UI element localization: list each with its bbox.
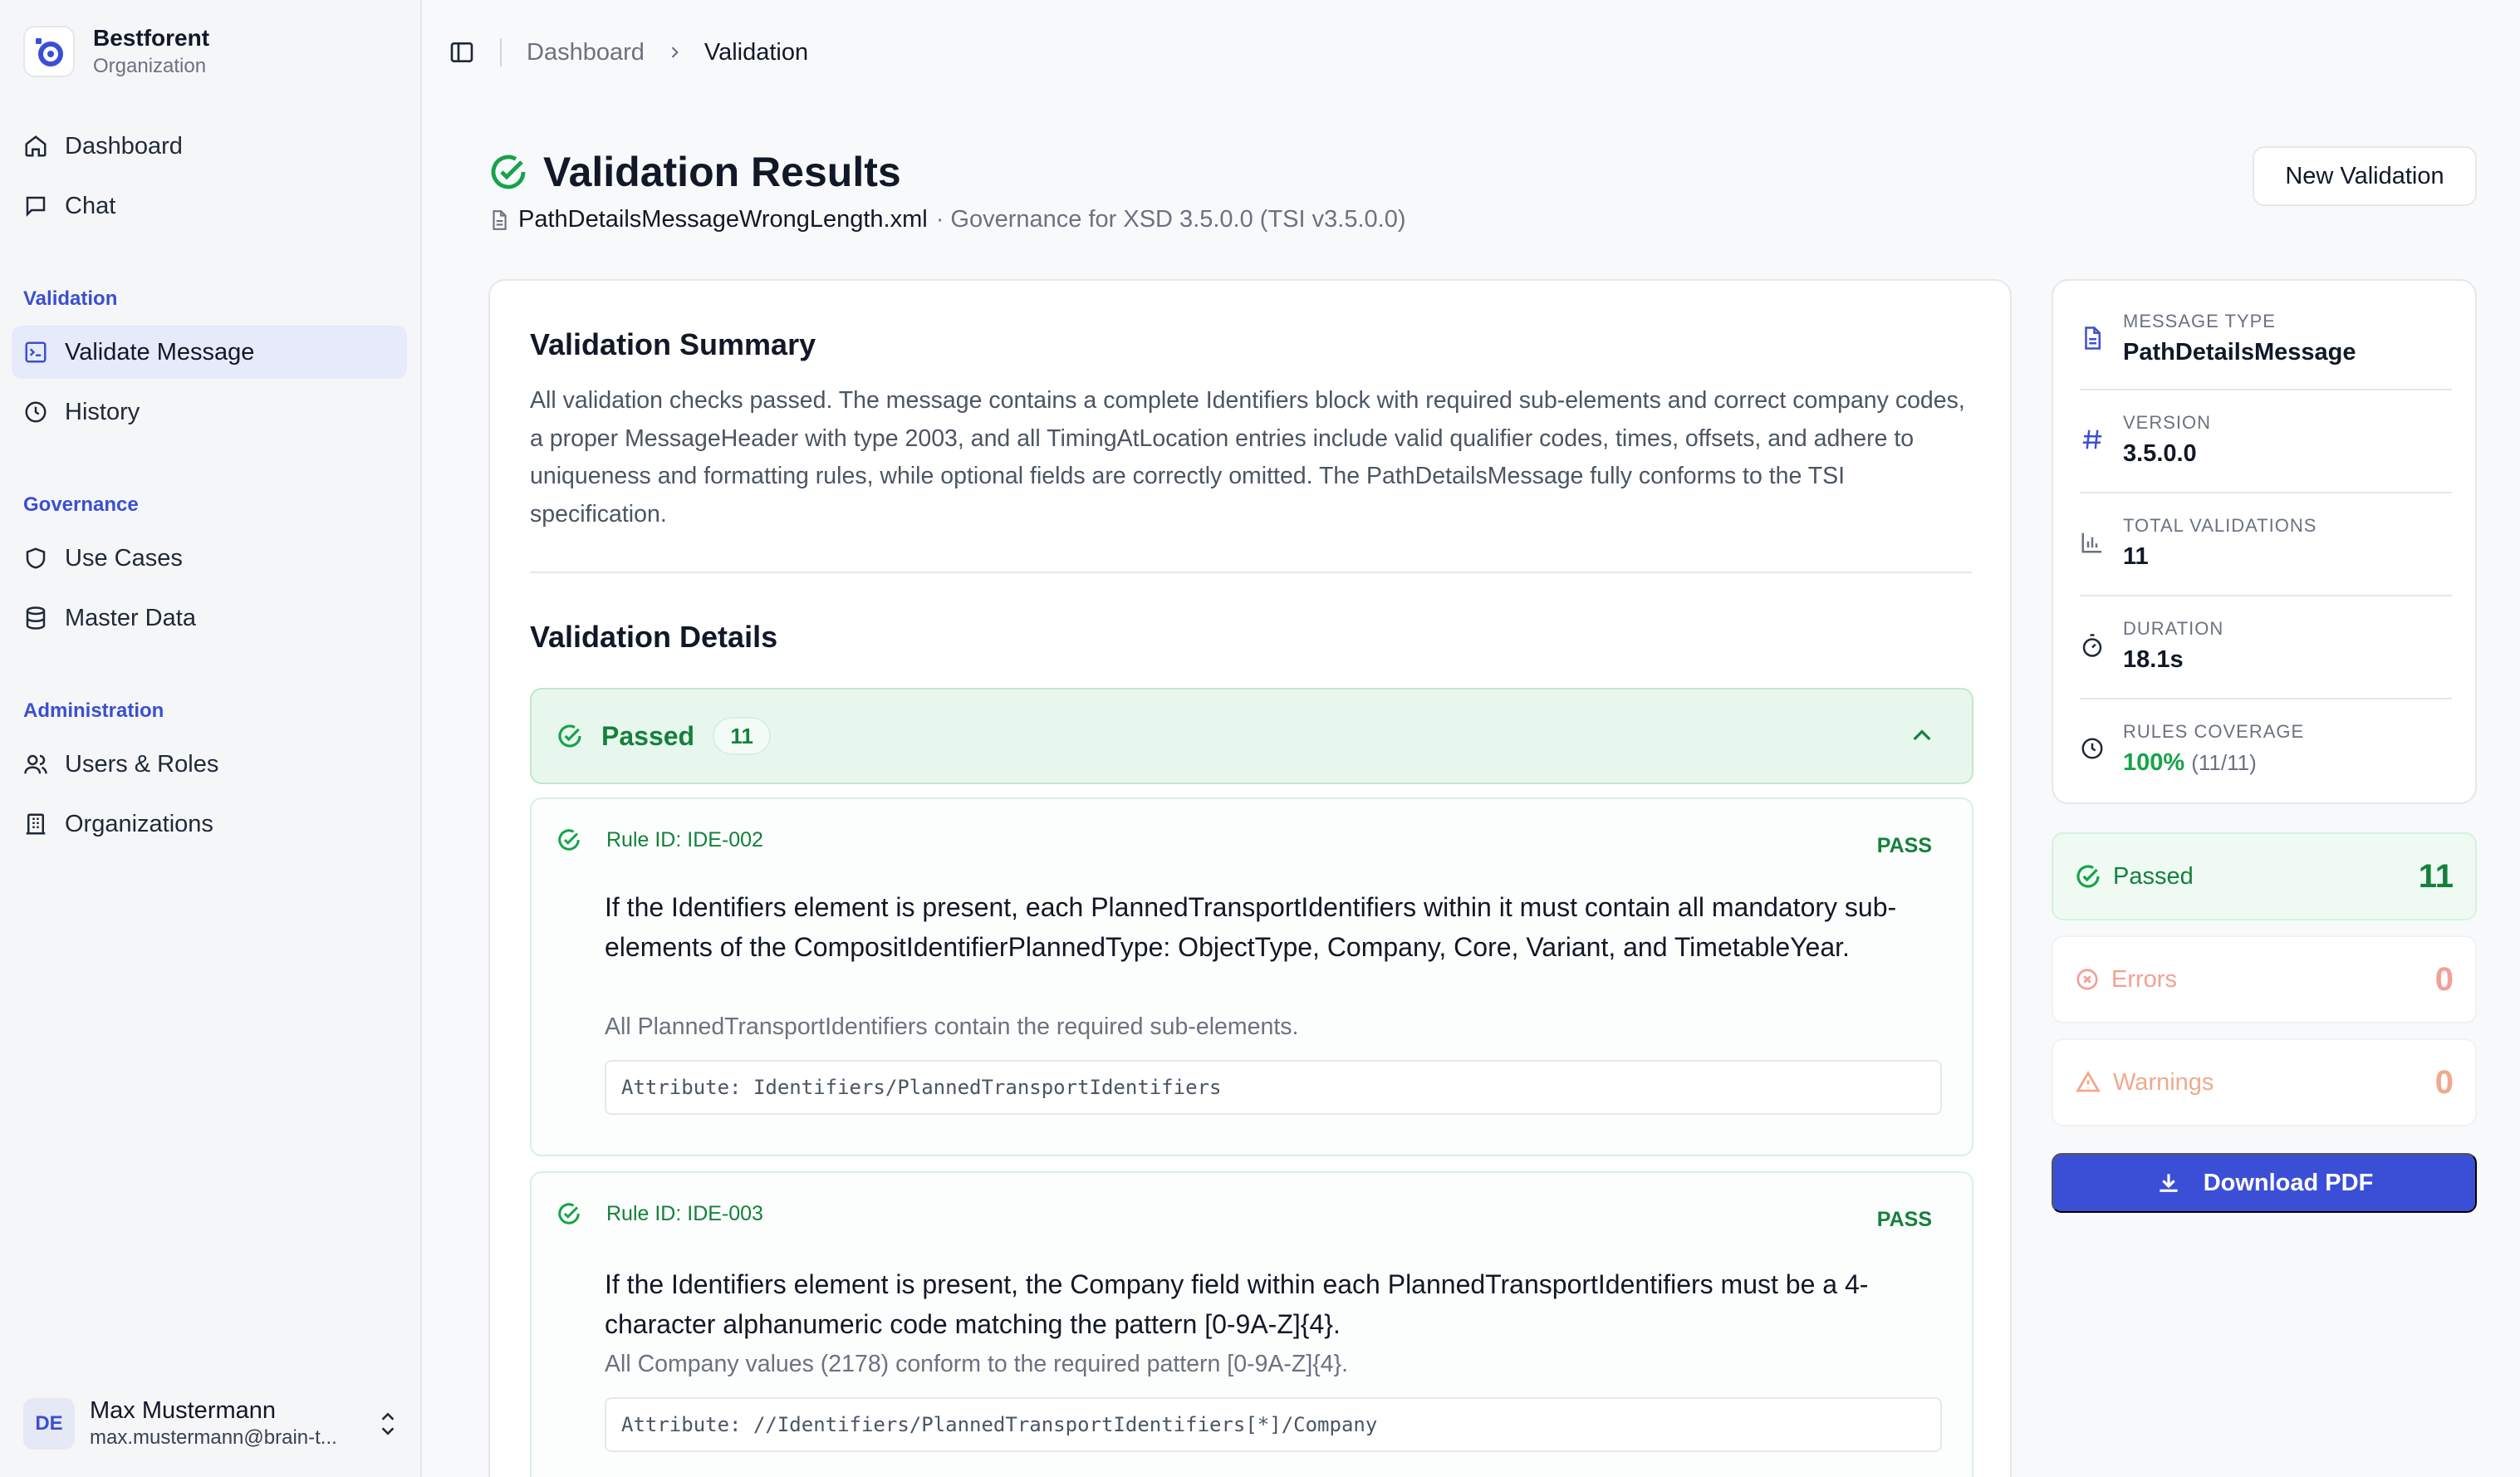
rule-id: Rule ID: IDE-002 — [606, 827, 763, 851]
new-validation-button[interactable]: New Validation — [2253, 146, 2477, 206]
details-heading: Validation Details — [530, 620, 778, 654]
coverage-ratio: (11/11) — [2191, 750, 2257, 775]
sidebar-item-label: Chat — [65, 192, 116, 219]
timer-icon — [2080, 633, 2105, 658]
stat-label: Errors — [2111, 965, 2177, 993]
meta-value — [2123, 749, 2257, 777]
download-icon — [2155, 1170, 2182, 1196]
clock-icon — [23, 400, 48, 424]
sidebar-item-organizations[interactable] — [12, 797, 407, 851]
sidebar-item-dashboard[interactable] — [12, 120, 407, 173]
page-title — [488, 148, 901, 196]
governance-context: · Governance for XSD 3.5.0.0 (TSI v3.5.0.0) — [935, 206, 1406, 233]
stat-label: Warnings — [2113, 1068, 2214, 1096]
validation-meta-card — [2052, 279, 2477, 804]
sidebar-item-validate-message[interactable] — [12, 326, 407, 379]
topbar — [449, 33, 808, 71]
meta-label: MESSAGE TYPE — [2123, 311, 2276, 331]
sidebar-item-label: Dashboard — [65, 132, 183, 159]
section-label-governance: Governance — [23, 493, 139, 516]
summary-text: All validation checks passed. The message contains a complete Identifiers block with required sub-elements and correct company codes, a proper MessageHeader with type 2003, and all TimingAtLocation entries include valid qualifier codes, times, offsets, and adhere to uniqueness and formatting rules, while optional fields are correctly omitted. The PathDetailsMessage fully conforms to the TSI specification. — [530, 387, 1965, 528]
meta-rules-coverage — [2080, 691, 2452, 792]
check-circle-icon — [488, 152, 528, 192]
sidebar-item-label: Master Data — [65, 604, 196, 631]
meta-value: 11 — [2123, 543, 2149, 570]
meta-total-validations — [2080, 485, 2452, 586]
sidebar-item-label: History — [65, 398, 140, 425]
meta-value: 3.5.0.0 — [2123, 440, 2197, 467]
breadcrumb-dashboard[interactable]: Dashboard — [527, 38, 645, 66]
rule-description: All PlannedTransportIdentifiers contain the required sub-elements. — [605, 1013, 1299, 1040]
users-icon — [23, 752, 48, 777]
breadcrumb — [527, 39, 808, 66]
user-menu[interactable] — [23, 1397, 399, 1450]
meta-message-type — [2080, 281, 2452, 382]
meta-version — [2080, 382, 2452, 483]
rule-card — [530, 1171, 1973, 1477]
stat-value: 0 — [2434, 1063, 2454, 1101]
chevron-right-icon — [666, 43, 683, 61]
stat-label: Passed — [2113, 862, 2194, 890]
sidebar-toggle-icon[interactable] — [449, 39, 475, 66]
summary-heading: Validation Summary — [530, 327, 816, 361]
user-name: Max Mustermann — [90, 1397, 277, 1424]
passed-count-badge: 11 — [713, 717, 771, 755]
stat-warnings[interactable] — [2052, 1038, 2477, 1126]
breadcrumb-current: Validation — [704, 38, 809, 66]
rule-attribute: Attribute: //Identifiers/PlannedTransportIdentifiers[*]/Company — [605, 1397, 1942, 1452]
x-circle-icon — [2075, 967, 2100, 992]
sidebar-item-master-data[interactable] — [12, 591, 407, 645]
passed-group-toggle[interactable] — [530, 688, 1973, 784]
meta-value: PathDetailsMessage — [2123, 339, 2356, 366]
meta-label: TOTAL VALIDATIONS — [2123, 515, 2317, 536]
file-name: PathDetailsMessageWrongLength.xml — [518, 206, 928, 233]
rule-title: If the Identifiers element is present, each PlannedTransportIdentifiers within it must contain all mandatory sub-elements of the CompositIdentifierPlannedType: ObjectType, Company, Core, Variant, and TimetableYear. — [605, 892, 1897, 962]
results-card — [488, 279, 2012, 1477]
meta-duration — [2080, 588, 2452, 689]
page-title-text: Validation Results — [543, 149, 901, 195]
rule-title: If the Identifiers element is present, the Company field within each PlannedTransportIdentifiers must be a 4-character alphanumeric code matching the pattern [0-9A-Z]{4}. — [605, 1269, 1869, 1339]
building-icon — [23, 812, 48, 837]
download-pdf-button[interactable] — [2052, 1153, 2477, 1213]
chevron-up-icon — [1909, 723, 1935, 749]
chevron-up-down-icon — [377, 1411, 399, 1437]
coverage-percent: 100% — [2123, 749, 2185, 776]
stat-value: 11 — [2418, 857, 2454, 895]
sidebar-item-use-cases[interactable] — [12, 532, 407, 585]
home-icon — [23, 134, 48, 159]
sidebar-item-label: Use Cases — [65, 544, 183, 572]
brand-logo — [23, 26, 75, 77]
meta-label: RULES COVERAGE — [2123, 721, 2305, 742]
org-switcher[interactable] — [23, 25, 209, 78]
org-subtitle: Organization — [93, 55, 207, 77]
sidebar-item-label: Users & Roles — [65, 750, 219, 778]
sidebar-item-label: Organizations — [65, 810, 213, 837]
file-icon — [488, 209, 510, 232]
warning-triangle-icon — [2075, 1070, 2101, 1095]
rule-description: All Company values (2178) conform to the required pattern [0-9A-Z]{4}. — [605, 1351, 1349, 1377]
sidebar — [0, 0, 422, 1477]
sidebar-item-label: Validate Message — [65, 338, 255, 366]
rule-attribute: Attribute: Identifiers/PlannedTransportIdentifiers — [605, 1060, 1942, 1115]
sidebar-item-chat[interactable] — [12, 179, 407, 233]
clock-icon — [2080, 736, 2105, 761]
file-icon — [2080, 326, 2105, 351]
meta-label: DURATION — [2123, 618, 2224, 639]
rule-status: PASS — [1876, 1208, 1932, 1231]
check-circle-icon — [556, 723, 583, 749]
rule-card — [530, 797, 1973, 1156]
avatar: DE — [23, 1398, 75, 1450]
bar-chart-icon — [2080, 530, 2105, 555]
stat-errors[interactable] — [2052, 935, 2477, 1023]
stat-value: 0 — [2434, 960, 2454, 998]
download-pdf-label: Download PDF — [2203, 1169, 2374, 1196]
passed-group-label: Passed — [601, 720, 695, 751]
check-circle-icon — [2075, 863, 2101, 890]
org-name: Bestforent — [93, 25, 210, 51]
validate-icon — [23, 340, 48, 365]
rule-status: PASS — [1876, 834, 1932, 857]
section-label-validation: Validation — [23, 287, 118, 310]
user-email: max.mustermann@brain-t... — [90, 1426, 337, 1449]
message-icon — [23, 194, 48, 218]
sidebar-item-history[interactable] — [12, 385, 407, 439]
section-label-administration: Administration — [23, 699, 164, 722]
meta-value: 18.1s — [2123, 646, 2184, 673]
stat-passed[interactable] — [2052, 832, 2477, 920]
check-circle-icon — [556, 1201, 581, 1226]
database-icon — [23, 606, 48, 631]
page-subtitle — [488, 206, 1405, 233]
check-circle-icon — [556, 827, 581, 852]
shield-icon — [23, 546, 48, 571]
sidebar-item-users-roles[interactable] — [12, 738, 407, 791]
divider — [530, 572, 1972, 573]
meta-label: VERSION — [2123, 412, 2212, 433]
hash-icon — [2080, 427, 2105, 452]
rule-id: Rule ID: IDE-003 — [606, 1201, 763, 1225]
topbar-divider — [500, 38, 502, 66]
